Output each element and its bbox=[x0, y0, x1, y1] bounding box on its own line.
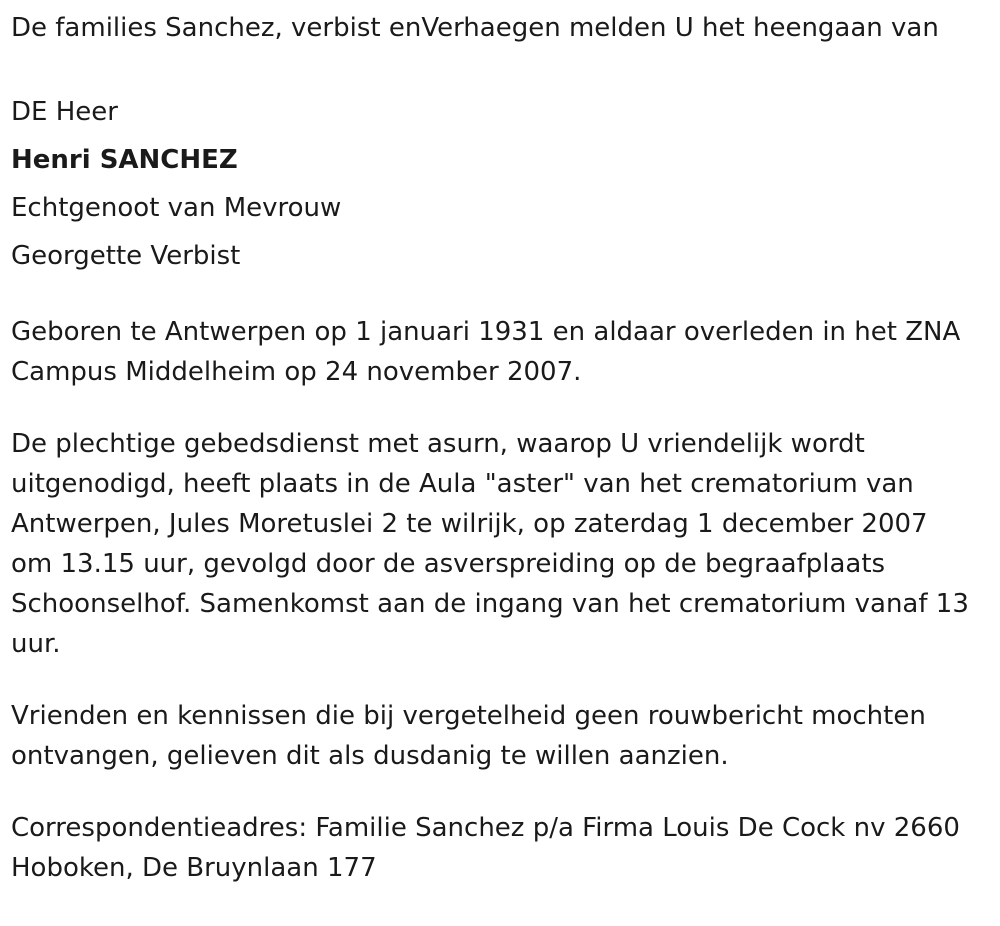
intro-line: De families Sanchez, verbist enVerhaegen melden U het heengaan van bbox=[11, 13, 939, 43]
death-notice bbox=[11, 8, 995, 888]
paragraph-line: De plechtige gebedsdienst met asurn, waarop U vriendelijk wordt bbox=[11, 429, 865, 459]
birth-death-paragraph bbox=[11, 312, 995, 392]
paragraph-line: om 13.15 uur, gevolgd door de asverspreiding op de begraafplaats bbox=[11, 549, 886, 579]
friends-paragraph bbox=[11, 696, 995, 776]
paragraph-line: Vrienden en kennissen die bij vergetelheid geen rouwbericht mochten bbox=[11, 701, 926, 731]
paragraph-line: ontvangen, gelieven dit als dusdanig te willen aanzien. bbox=[11, 741, 729, 771]
honorific: DE Heer bbox=[11, 97, 118, 127]
paragraph-line: Hoboken, De Bruynlaan 177 bbox=[11, 853, 377, 883]
paragraph-line: Geboren te Antwerpen op 1 januari 1931 en aldaar overleden in het ZNA bbox=[11, 317, 961, 347]
spacer bbox=[11, 48, 995, 88]
paragraph-line: uur. bbox=[11, 629, 61, 659]
service-paragraph bbox=[11, 424, 995, 664]
correspondence-paragraph bbox=[11, 808, 995, 888]
paragraph-line: Antwerpen, Jules Moretuslei 2 te wilrijk, op zaterdag 1 december 2007 bbox=[11, 509, 928, 539]
paragraph-line: uitgenodigd, heeft plaats in de Aula "aster" van het crematorium van bbox=[11, 469, 914, 499]
spouse-line-2: Georgette Verbist bbox=[11, 241, 241, 271]
deceased-block bbox=[11, 88, 995, 280]
paragraph-line: Campus Middelheim op 24 november 2007. bbox=[11, 357, 582, 387]
deceased-name: Henri SANCHEZ bbox=[11, 145, 238, 175]
paragraph-line: Schoonselhof. Samenkomst aan de ingang van het crematorium vanaf 13 bbox=[11, 589, 969, 619]
paragraph-line: Correspondentieadres: Familie Sanchez p/a Firma Louis De Cock nv 2660 bbox=[11, 813, 960, 843]
spouse-line-1: Echtgenoot van Mevrouw bbox=[11, 193, 342, 223]
